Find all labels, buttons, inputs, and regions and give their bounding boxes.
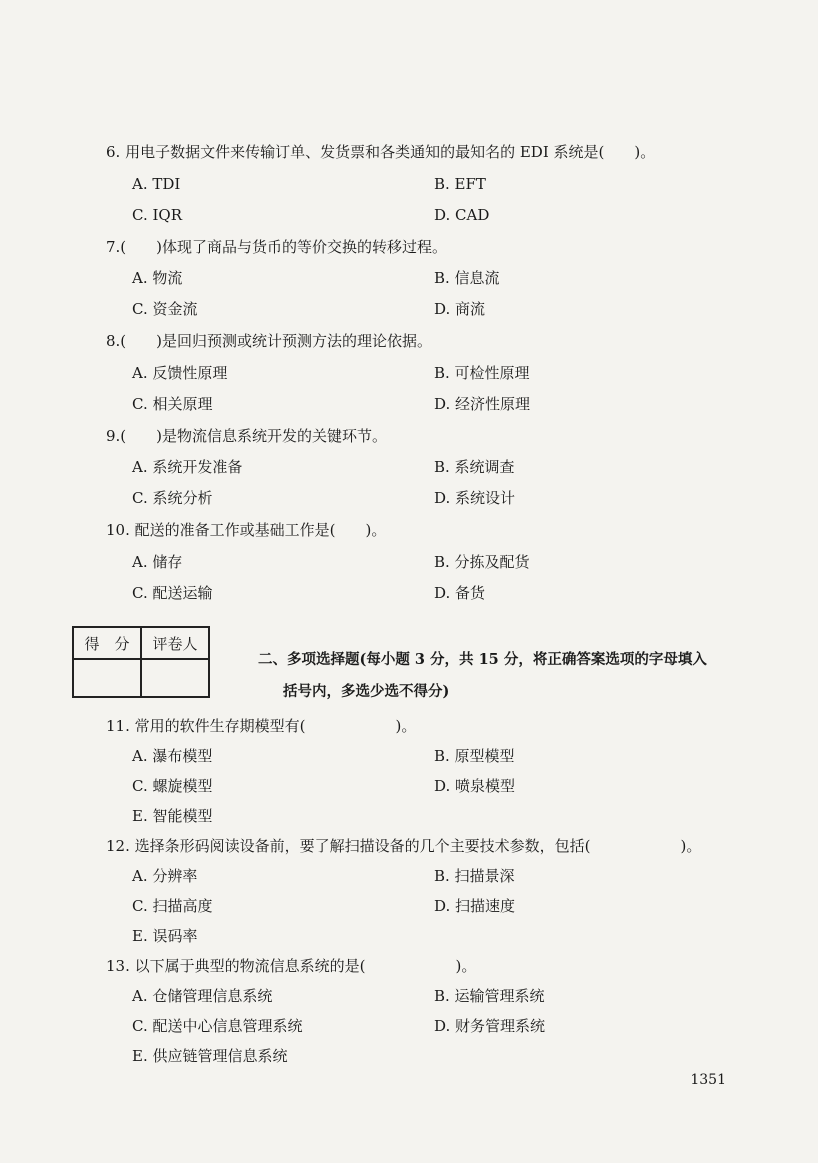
question-10-option-b: B. 分拣及配货 (434, 553, 530, 571)
question-6-option-a: A. TDI (132, 175, 181, 193)
question-8-stem: 8.( )是回归预测或统计预测方法的理论依据。 (106, 332, 433, 350)
question-11-stem: 11. 常用的软件生存期模型有( )。 (106, 717, 417, 735)
question-9-stem: 9.( )是物流信息系统开发的关键环节。 (106, 427, 388, 445)
question-11-option-a: A. 瀑布模型 (132, 747, 213, 765)
question-13-option-d: D. 财务管理系统 (434, 1017, 546, 1035)
question-12-stem: 12. 选择条形码阅读设备前，要了解扫描设备的几个主要技术参数，包括( )。 (106, 837, 702, 855)
question-9-option-b: B. 系统调查 (434, 458, 515, 476)
question-11-option-e: E. 智能模型 (132, 807, 213, 825)
score-cell (73, 659, 141, 697)
question-7-option-d: D. 商流 (434, 300, 486, 318)
question-10-option-c: C. 配送运输 (132, 584, 213, 602)
question-11-option-b: B. 原型模型 (434, 747, 515, 765)
question-9-option-c: C. 系统分析 (132, 489, 213, 507)
question-12-option-d: D. 扫描速度 (434, 897, 516, 915)
question-8-option-c: C. 相关原理 (132, 395, 213, 413)
question-9-option-a: A. 系统开发准备 (132, 458, 243, 476)
page-number: 1351 (690, 1072, 726, 1088)
question-10-option-d: D. 备货 (434, 584, 486, 602)
question-12-option-c: C. 扫描高度 (132, 897, 213, 915)
question-12-option-b: B. 扫描景深 (434, 867, 515, 885)
score-table (72, 626, 210, 698)
question-13-option-c: C. 配送中心信息管理系统 (132, 1017, 303, 1035)
question-7-option-c: C. 资金流 (132, 300, 198, 318)
question-7-stem: 7.( )体现了商品与货币的等价交换的转移过程。 (106, 238, 448, 256)
grader-label: 评卷人 (141, 627, 209, 659)
question-11-option-d: D. 喷泉模型 (434, 777, 516, 795)
score-label: 得 分 (73, 627, 141, 659)
question-8-option-d: D. 经济性原理 (434, 395, 531, 413)
question-12-option-e: E. 误码率 (132, 927, 198, 945)
question-13-option-e: E. 供应链管理信息系统 (132, 1047, 288, 1065)
question-9-option-d: D. 系统设计 (434, 489, 516, 507)
question-13-option-a: A. 仓储管理信息系统 (132, 987, 273, 1005)
question-6-stem: 6. 用电子数据文件来传输订单、发货票和各类通知的最知名的 EDI 系统是( )。 (106, 143, 656, 161)
grader-cell (141, 659, 209, 697)
question-10-stem: 10. 配送的准备工作或基础工作是( )。 (106, 521, 387, 539)
section-2-title-cont: 括号内，多选少选不得分) (283, 683, 450, 700)
question-8-option-a: A. 反馈性原理 (132, 364, 228, 382)
question-8-option-b: B. 可检性原理 (434, 364, 530, 382)
question-11-option-c: C. 螺旋模型 (132, 777, 213, 795)
question-6-option-c: C. IQR (132, 206, 182, 224)
question-10-option-a: A. 储存 (132, 553, 183, 571)
question-6-option-d: D. CAD (434, 206, 490, 224)
question-12-option-a: A. 分辨率 (132, 867, 198, 885)
question-13-option-b: B. 运输管理系统 (434, 987, 545, 1005)
question-13-stem: 13. 以下属于典型的物流信息系统的是( )。 (106, 957, 477, 975)
question-7-option-a: A. 物流 (132, 269, 183, 287)
section-2-title: 二、多项选择题(每小题 3 分，共 15 分，将正确答案选项的字母填入 (258, 651, 707, 668)
question-6-option-b: B. EFT (434, 175, 486, 193)
question-7-option-b: B. 信息流 (434, 269, 500, 287)
